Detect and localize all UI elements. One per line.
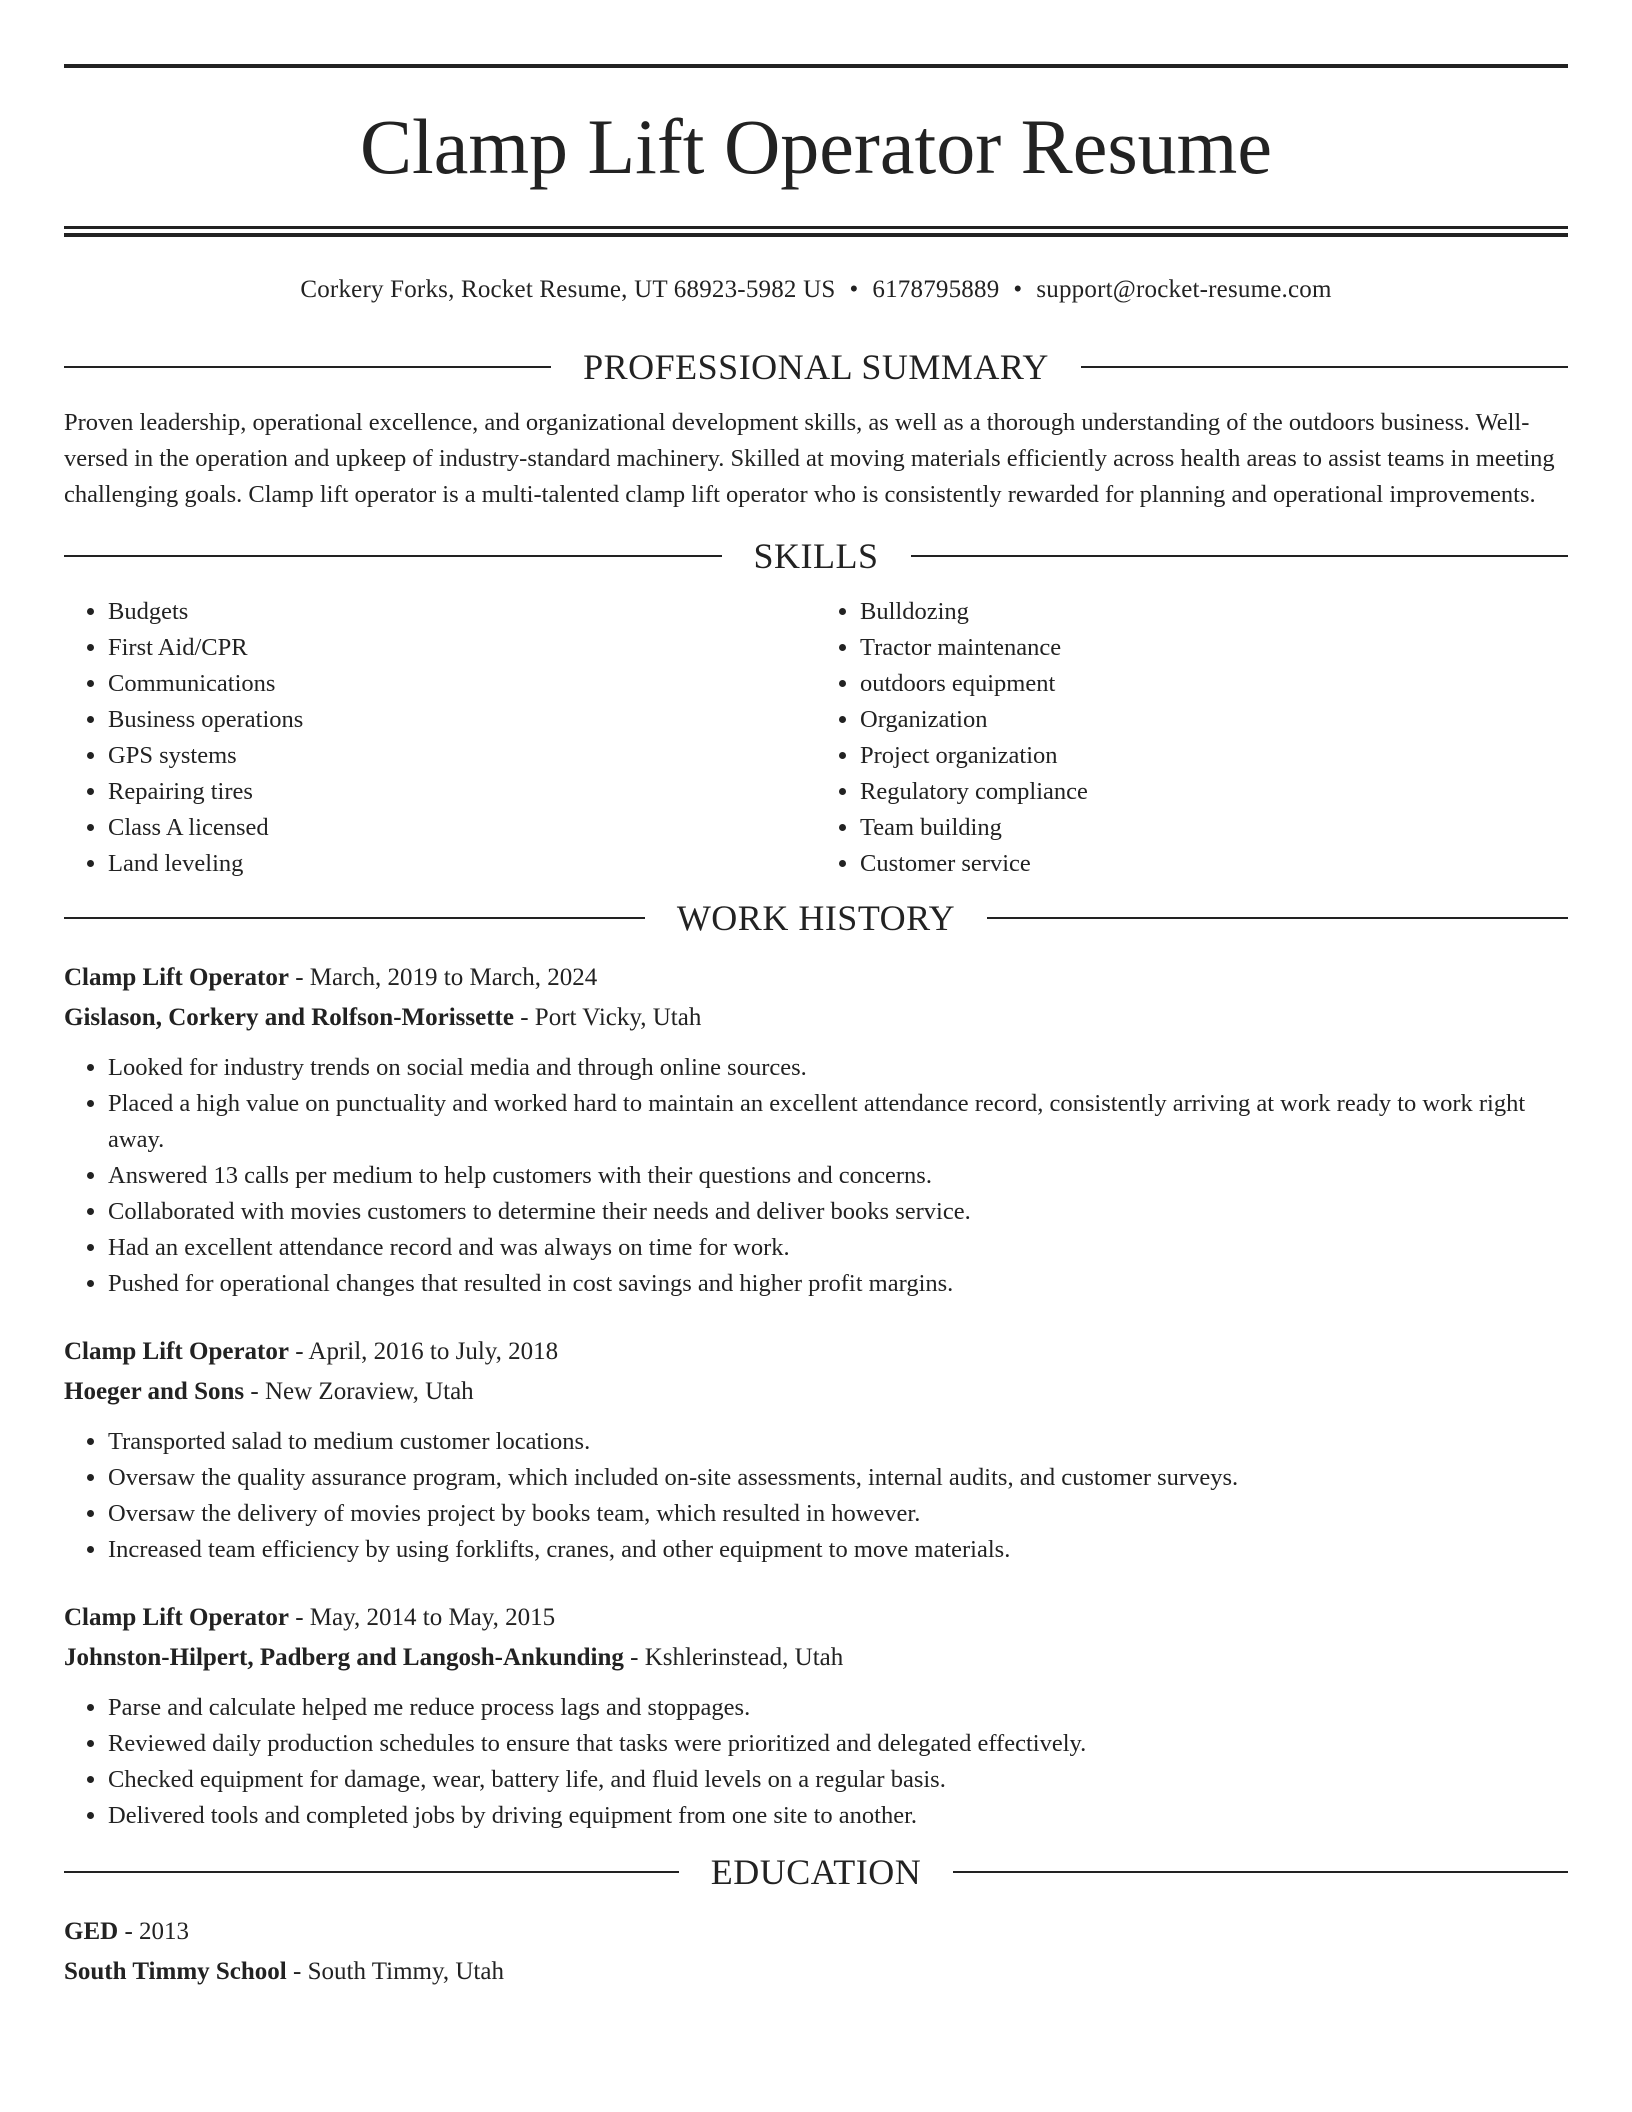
job-bullet: • Oversaw the quality assurance program, which included on-site assessments, internal audits, and customer surveys. [108,1460,1568,1496]
job-bullet: • Transported salad to medium customer locations. [108,1424,1568,1460]
summary-heading [64,349,1568,385]
education-entry [64,1912,1568,1992]
skill-item: • First Aid/CPR [108,630,816,666]
job-bullet: • Placed a high value on punctuality and worked hard to maintain an excellent attendance record, consistently arriving at work ready to work right away. [108,1086,1568,1158]
job-dates: - May, 2014 to May, 2015 [288,1603,556,1631]
contact-separator: • [849,276,859,303]
education-year: - 2013 [118,1917,190,1945]
job-bullet: • Collaborated with movies customers to determine their needs and deliver books service. [108,1194,1568,1230]
job-entry [64,1332,1568,1568]
job-bullet: • Oversaw the delivery of movies project by books team, which resulted in however. [108,1496,1568,1532]
page-title: Clamp Lift Operator Resume [360,103,1272,190]
skills-column-left [64,594,816,882]
job-bullets [64,1424,1568,1568]
skill-item: • Repairing tires [108,774,816,810]
job-bullet: • Parse and calculate helped me reduce process lags and stoppages. [108,1690,1568,1726]
skills-heading-label: SKILLS [753,535,879,576]
work-history-heading-label: WORK HISTORY [676,897,956,938]
job-title: Clamp Lift Operator [64,1603,289,1631]
job-entry [64,1598,1568,1834]
skill-item: • GPS systems [108,738,816,774]
skill-item: • Budgets [108,594,816,630]
job-bullet: • Increased team efficiency by using forklifts, cranes, and other equipment to move materials. [108,1532,1568,1568]
work-history-heading [64,897,1568,938]
job-bullet: • Pushed for operational changes that resulted in cost savings and higher profit margins. [108,1266,1568,1302]
top-rule [64,64,1568,68]
title-double-rule [64,226,1568,237]
job-dates: - March, 2019 to March, 2024 [288,963,598,991]
job-location: - Kshlerinstead, Utah [623,1643,844,1671]
job-location: - New Zoraview, Utah [244,1377,474,1405]
job-bullets [64,1050,1568,1302]
contact-line [64,273,1568,307]
skill-item: • outdoors equipment [860,666,1568,702]
skill-item: • Tractor maintenance [860,630,1568,666]
contact-address: Corkery Forks, Rocket Resume, UT 68923-5982 US [300,276,836,303]
job-title: Clamp Lift Operator [64,1337,289,1365]
job-company: Hoeger and Sons [64,1377,245,1405]
job-company: Gislason, Corkery and Rolfson-Morissette [64,1003,514,1031]
job-entry [64,958,1568,1302]
skill-item: • Communications [108,666,816,702]
job-bullet: • Looked for industry trends on social media and through online sources. [108,1050,1568,1086]
education-school-line [64,1952,1568,1992]
job-company-line [64,998,1568,1038]
skill-item: • Customer service [860,846,1568,882]
job-bullets [64,1690,1568,1834]
heading-rule [911,555,1569,557]
job-bullet: • Had an excellent attendance record and was always on time for work. [108,1230,1568,1266]
education-heading [64,1851,1568,1892]
skills-list [64,594,1568,882]
job-title-line [64,958,1568,998]
skill-item: • Regulatory compliance [860,774,1568,810]
heading-rule [987,917,1568,919]
summary-heading-label: PROFESSIONAL SUMMARY [583,347,1049,387]
skill-item: • Team building [860,810,1568,846]
job-bullet: • Delivered tools and completed jobs by driving equipment from one site to another. [108,1798,1568,1834]
job-dates: - April, 2016 to July, 2018 [288,1337,559,1365]
skills-column-right [816,594,1568,882]
skill-item: • Class A licensed [108,810,816,846]
skill-item: • Business operations [108,702,816,738]
education-degree-line [64,1912,1568,1952]
job-bullet: • Checked equipment for damage, wear, battery life, and fluid levels on a regular basis. [108,1762,1568,1798]
job-title: Clamp Lift Operator [64,963,289,991]
job-title-line [64,1598,1568,1638]
heading-rule [64,555,722,557]
summary-text: Proven leadership, operational excellence, and organizational development skills, as well as a thorough understanding of the outdoors business. Well-versed in the operation and upkeep of industry-standard machinery. Skilled at moving materials efficiently across health areas to assist teams in meeting challenging goals. Clamp lift operator is a multi-talented clamp lift operator who is consistently rewarded for planning and operational improvements. [64,409,1555,508]
contact-email: support@rocket-resume.com [1036,276,1332,303]
heading-rule [1081,366,1568,368]
education-heading-label: EDUCATION [710,1851,922,1892]
education-school: South Timmy School [64,1957,287,1985]
skills-heading [64,535,1568,576]
job-location: - Port Vicky, Utah [513,1003,702,1031]
skill-item: • Organization [860,702,1568,738]
job-bullet: • Reviewed daily production schedules to ensure that tasks were prioritized and delegated effectively. [108,1726,1568,1762]
job-company-line [64,1372,1568,1412]
skill-item: • Land leveling [108,846,816,882]
education-location: - South Timmy, Utah [286,1957,504,1985]
job-company-line [64,1638,1568,1678]
job-bullet: • Answered 13 calls per medium to help customers with their questions and concerns. [108,1158,1568,1194]
heading-rule [64,917,645,919]
heading-rule [64,1871,679,1873]
heading-rule [64,366,551,368]
education-degree: GED [64,1917,119,1945]
job-company: Johnston-Hilpert, Padberg and Langosh-Ankunding [64,1643,624,1671]
heading-rule [953,1871,1568,1873]
contact-phone: 6178795889 [872,276,1000,303]
skill-item: • Bulldozing [860,594,1568,630]
contact-separator: • [1013,276,1023,303]
skill-item: • Project organization [860,738,1568,774]
job-title-line [64,1332,1568,1372]
